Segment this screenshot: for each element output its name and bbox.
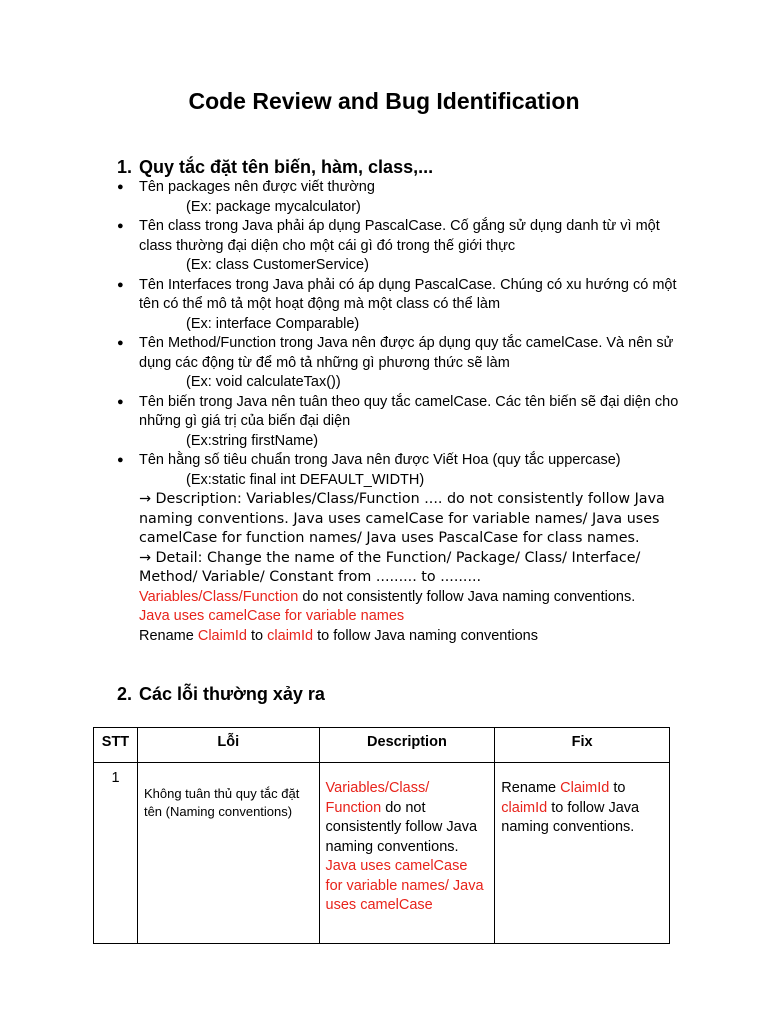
fix-mid: to — [609, 780, 626, 796]
desc-red-text: Variables/Class/ Function — [325, 780, 430, 816]
list-item-example: (Ex:string firstName) — [186, 432, 319, 449]
detail-note: → Detail: Change the name of the Function/ Package/ Class/ Interface/ Method/ Variable/ Constant from ......... to ......... — [139, 549, 641, 586]
rename-old-name: ClaimId — [197, 627, 247, 644]
fix-suffix: to follow Java naming conventions. — [501, 799, 640, 835]
example-text: do not consistently follow Java naming conventions. — [298, 588, 636, 605]
rename-prefix: Rename — [139, 627, 198, 644]
column-header-stt: STT — [94, 728, 138, 763]
section-2-number: 2. — [117, 684, 133, 704]
list-item-example: (Ex: package mycalculator) — [186, 198, 361, 215]
cell-fix — [495, 763, 670, 944]
section-1-number: 1. — [117, 157, 133, 177]
desc-red-text-2: Java uses camelCase for variable names/ Java uses camelCase — [325, 858, 484, 913]
table-header-row — [94, 728, 670, 763]
list-item — [117, 393, 679, 452]
cell-error — [137, 763, 319, 944]
list-item-text: Tên Method/Function trong Java nên được áp dụng quy tắc camelCase. Và nên sử dụng các động từ để mô tả những gì phương thức sẽ làm — [139, 335, 674, 371]
section-2-heading — [117, 682, 325, 706]
section-2-heading-text: Các lỗi thường xảy ra — [139, 684, 325, 704]
list-item — [117, 334, 679, 393]
list-item-example: (Ex:static final int DEFAULT_WIDTH) — [186, 471, 425, 488]
rename-line — [139, 627, 679, 647]
column-header-description: Description — [319, 728, 495, 763]
list-item-text: Tên packages nên được viết thường — [139, 179, 375, 195]
list-item — [117, 451, 679, 490]
page-title: Code Review and Bug Identification — [188, 88, 580, 114]
section-1-heading-text: Quy tắc đặt tên biến, hàm, class,... — [139, 157, 434, 177]
description-note: → Description: Variables/Class/Function .... do not consistently follow Java naming conventions. Java uses camelCase for variable names/ Java uses camelCase for function names/ Java uses PascalCase for class names. — [139, 491, 665, 547]
list-item-text: Tên Interfaces trong Java phải có áp dụng PascalCase. Chúng có xu hướng có một tên có thể mô tả một hoạt động mà một class có thể làm — [139, 276, 677, 312]
list-item-example: (Ex: interface Comparable) — [186, 315, 360, 332]
column-header-fix: Fix — [495, 728, 670, 763]
fix-prefix: Rename — [501, 780, 561, 796]
errors-table — [93, 727, 670, 944]
list-item — [117, 178, 679, 217]
list-item-text: Tên class trong Java phải áp dụng PascalCase. Cố gắng sử dụng danh từ vì một class thường đại diện cho một cái gì đó trong thế giới thực — [139, 218, 660, 254]
example-line-1 — [139, 588, 679, 608]
cell-description — [319, 763, 495, 944]
bullet-icon: ● — [117, 395, 124, 408]
cell-error-text: Không tuân thủ quy tắc đặt tên (Naming conventions) — [143, 786, 300, 819]
section-1-heading — [117, 155, 433, 179]
list-item-example: (Ex: void calculateTax()) — [186, 374, 341, 390]
bullet-icon: ● — [117, 278, 124, 291]
desc-text: do not consistently follow Java naming conventions. — [325, 799, 478, 855]
bullet-icon: ● — [117, 220, 124, 232]
list-item-example: (Ex: class CustomerService) — [186, 257, 369, 273]
list-item-text: Tên biến trong Java nên tuân theo quy tắc camelCase. Các tên biến sẽ đại diện cho những gì giá trị của biến đại diện — [139, 393, 679, 429]
rename-suffix: to follow Java naming conventions — [313, 627, 538, 644]
column-header-error: Lỗi — [137, 728, 319, 763]
cell-stt: 1 — [94, 763, 138, 944]
list-item — [117, 217, 679, 276]
fix-old-name: ClaimId — [560, 780, 610, 796]
example-red-text: Variables/Class/Function — [139, 588, 299, 605]
rename-new-name: claimId — [267, 627, 314, 644]
section-1-body — [117, 178, 679, 646]
bullet-icon: ● — [117, 337, 124, 349]
fix-new-name: claimId — [501, 799, 548, 816]
rename-mid: to — [247, 627, 268, 644]
list-item — [117, 276, 679, 335]
bullet-icon: ● — [117, 454, 124, 466]
list-item-text: Tên hằng số tiêu chuẩn trong Java nên được Viết Hoa (quy tắc uppercase) — [139, 452, 621, 468]
example-line-2: Java uses camelCase for variable names — [139, 608, 405, 625]
table-row — [94, 763, 670, 944]
bullet-icon: ● — [117, 181, 124, 193]
